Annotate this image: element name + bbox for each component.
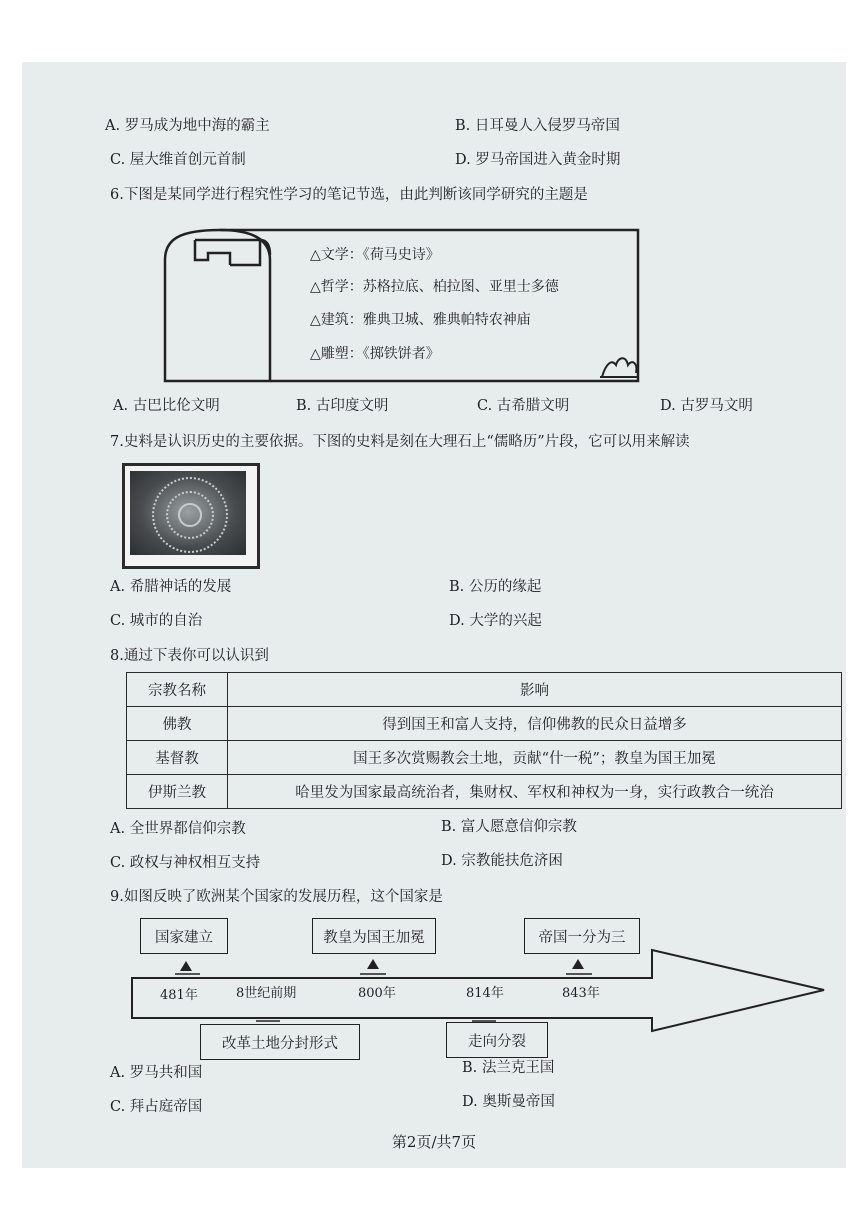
q5-option-b: B. 日耳曼人入侵罗马帝国 <box>455 118 620 134</box>
q5-option-a: A. 罗马成为地中海的霸主 <box>105 118 270 134</box>
q8-option-a: A. 全世界都信仰宗教 <box>110 821 246 837</box>
q9-option-b: B. 法兰克王国 <box>462 1060 555 1076</box>
header-influence: 影响 <box>228 673 842 707</box>
box-land-reform: 改革土地分封形式 <box>200 1024 360 1060</box>
q8-option-b: B. 富人愿意信仰宗教 <box>441 819 577 835</box>
note-literature: △文学：《荷马史诗》 <box>310 247 440 263</box>
box-pope-crowns-king: 教皇为国王加冕 <box>312 918 436 954</box>
religion-influence: 哈里发为国家最高统治者，集财权、军权和神权为一身，实行政教合一统治 <box>228 775 842 809</box>
religion-influence: 国王多次赏赐教会土地，贡献“什一税”；教皇为国王加冕 <box>228 741 842 775</box>
q8-stem: 8.通过下表你可以认识到 <box>110 648 269 664</box>
q7-option-b: B. 公历的缘起 <box>449 579 542 595</box>
q7-option-d: D. 大学的兴起 <box>449 613 542 629</box>
q9-option-d: D. 奥斯曼帝国 <box>462 1094 555 1110</box>
table-row <box>127 707 842 741</box>
box-state-founded: 国家建立 <box>140 918 228 954</box>
scroll-note-figure <box>160 225 642 385</box>
q5-option-d: D. 罗马帝国进入黄金时期 <box>455 152 621 168</box>
julian-calendar-marble-photo <box>122 463 260 569</box>
marble-image <box>130 471 246 555</box>
note-sculpture: △雕塑：《掷铁饼者》 <box>310 346 440 362</box>
page-number: 第2页/共7页 <box>391 1133 477 1151</box>
q8-option-d: D. 宗教能扶危济困 <box>441 853 563 869</box>
q9-option-c: C. 拜占庭帝国 <box>110 1099 203 1115</box>
q7-stem: 7.史料是认识历史的主要依据。下图的史料是刻在大理石上“儒略历”片段，它可以用来解读 <box>110 434 690 450</box>
q7-option-a: A. 希腊神话的发展 <box>110 579 232 595</box>
religion-name: 佛教 <box>127 707 228 741</box>
q8-option-c: C. 政权与神权相互支持 <box>110 855 261 871</box>
religion-table <box>126 672 842 809</box>
box-empire-split: 帝国一分为三 <box>524 918 640 954</box>
timeline-figure <box>130 918 830 1063</box>
q9-option-a: A. 罗马共和国 <box>110 1065 203 1081</box>
note-philosophy: △哲学：苏格拉底、柏拉图、亚里士多德 <box>310 279 559 295</box>
year-481: 481年 <box>160 988 198 1003</box>
q6-option-c: C. 古希腊文明 <box>477 398 570 414</box>
q6-stem: 6.下图是某同学进行程究性学习的笔记节选，由此判断该同学研究的主题是 <box>110 187 588 203</box>
table-row <box>127 775 842 809</box>
q6-option-d: D. 古罗马文明 <box>660 398 753 414</box>
q9-stem: 9.如图反映了欧洲某个国家的发展历程，这个国家是 <box>110 889 443 905</box>
religion-name: 伊斯兰教 <box>127 775 228 809</box>
year-8th-century: 8世纪前期 <box>236 986 297 1001</box>
q6-option-b: B. 古印度文明 <box>296 398 389 414</box>
table-header-row <box>127 673 842 707</box>
note-architecture: △建筑：雅典卫城、雅典帕特农神庙 <box>310 312 531 328</box>
q5-option-c: C. 屋大维首创元首制 <box>110 152 246 168</box>
year-843: 843年 <box>562 986 600 1001</box>
q7-option-c: C. 城市的自治 <box>110 613 203 629</box>
box-division: 走向分裂 <box>446 1022 548 1058</box>
year-814: 814年 <box>466 986 504 1001</box>
q6-option-a: A. 古巴比伦文明 <box>113 398 220 414</box>
header-religion-name: 宗教名称 <box>127 673 228 707</box>
table-row <box>127 741 842 775</box>
religion-name: 基督教 <box>127 741 228 775</box>
religion-influence: 得到国王和富人支持，信仰佛教的民众日益增多 <box>228 707 842 741</box>
year-800: 800年 <box>358 986 396 1001</box>
